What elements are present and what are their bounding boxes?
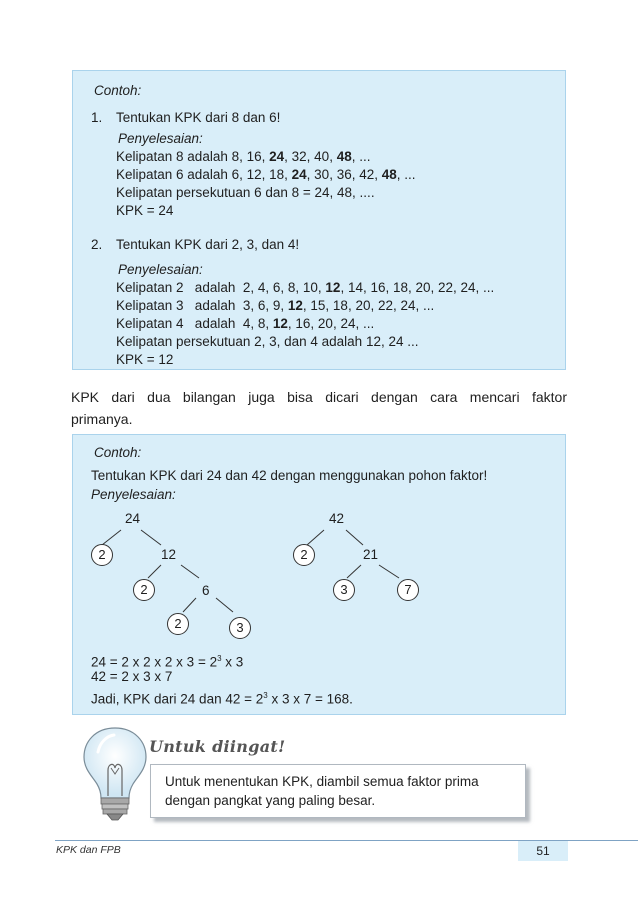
- tree-node: 24: [125, 511, 141, 526]
- equation-line: 24 = 2 x 2 x 2 x $3 = 2^3$ x 3: [91, 654, 244, 670]
- solution-line: Kelipatan 2 adalah 2, 4, 6, 8, 10, 12, 14, 16, 18, 20, 22, 24, ...: [116, 280, 495, 295]
- answer-line: KPK = 12: [116, 352, 174, 367]
- solution-line: Kelipatan persekutuan 2, 3, dan 4 adalah 12, 24 ...: [116, 334, 419, 349]
- solution-line: Kelipatan 3 adalah 3, 6, 9, 12, 15, 18, 20, 22, 24, ...: [116, 298, 435, 313]
- prime-factor: 2: [167, 613, 189, 635]
- answer-line: KPK = 24: [116, 203, 174, 218]
- question-number: 2.: [91, 237, 103, 252]
- tree-node: 21: [363, 547, 379, 562]
- conclusion-line: Jadi, KPK dari 24 dan $42 = 2^3$ x 3 x 7 = 168.: [91, 691, 353, 707]
- solution-line: Kelipatan persekutuan 6 dan 8 = 24, 48, ....: [116, 185, 375, 200]
- prime-factor: 2: [133, 579, 155, 601]
- intro-paragraph: [71, 386, 567, 430]
- page-number: 51: [518, 841, 568, 861]
- example-heading: Contoh:: [94, 83, 142, 98]
- prime-factor: 3: [229, 617, 251, 639]
- prime-factor: 2: [91, 544, 113, 566]
- prime-factor: 3: [333, 579, 355, 601]
- solution-label: Penyelesaian:: [118, 262, 203, 277]
- note-title: Untuk diingat!: [149, 737, 286, 756]
- question-text: Tentukan KPK dari 8 dan 6!: [116, 110, 281, 125]
- example-box-1: [72, 70, 566, 370]
- solution-line: Kelipatan 4 adalah 4, 8, 12, 16, 20, 24, ...: [116, 316, 375, 331]
- prime-factor: 2: [293, 544, 315, 566]
- intro-line: primanya.: [71, 411, 133, 427]
- equation-line: 42 = 2 x 3 x 7: [91, 669, 173, 684]
- question-text: Tentukan KPK dari 24 dan 42 dengan menggunakan pohon faktor!: [91, 468, 488, 483]
- tree-node: 12: [161, 547, 177, 562]
- question-text: Tentukan KPK dari 2, 3, dan 4!: [116, 237, 300, 252]
- solution-label: Penyelesaian:: [91, 487, 176, 502]
- tree-node: 6: [202, 583, 210, 598]
- question-number: 1.: [91, 110, 103, 125]
- note-text: dengan pangkat yang paling besar.: [165, 793, 376, 808]
- prime-factor: 7: [397, 579, 419, 601]
- note-box: [150, 764, 526, 818]
- solution-label: Penyelesaian:: [118, 131, 203, 146]
- tree-node: 42: [329, 511, 345, 526]
- solution-line: Kelipatan 8 adalah 8, 16, 24, 32, 40, 48, ...: [116, 149, 371, 164]
- example-box-2: [72, 434, 566, 715]
- solution-line: Kelipatan 6 adalah 6, 12, 18, 24, 30, 36, 42, 48, ...: [116, 167, 416, 182]
- footer-title: KPK dan FPB: [56, 844, 121, 856]
- intro-line: KPK dari dua bilangan juga bisa dicari dengan cara mencari faktor: [71, 389, 567, 405]
- example-heading: Contoh:: [94, 445, 142, 460]
- note-text: Untuk menentukan KPK, diambil semua faktor prima: [165, 774, 479, 789]
- light-bulb-icon: [80, 724, 150, 824]
